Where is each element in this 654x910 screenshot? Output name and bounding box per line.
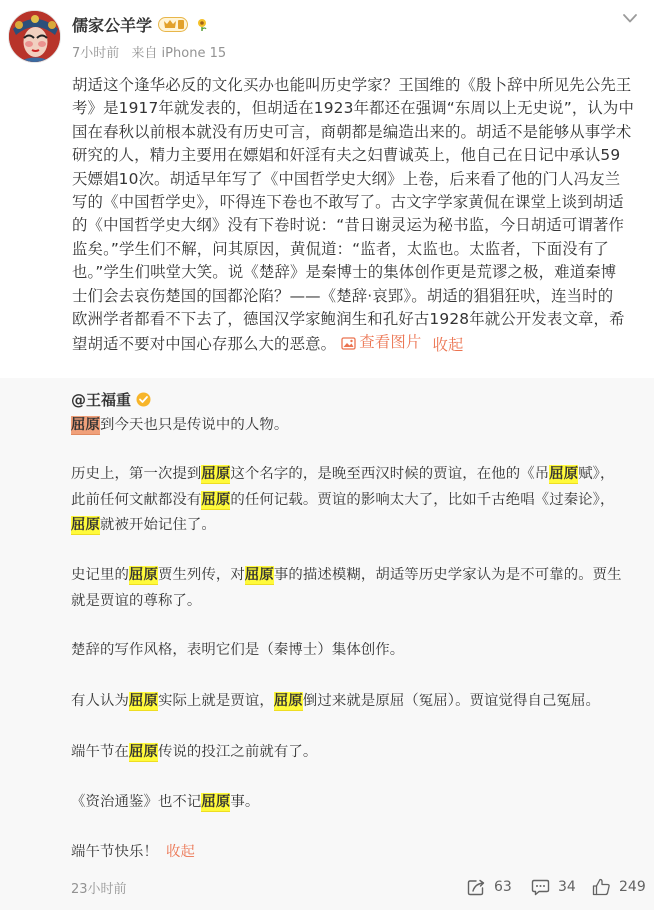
post-line: 国在春秋以前根本就没有历史可言，商朝都是编造出来的。胡适不是能够从事学术 [72, 122, 632, 141]
repost-paragraph [71, 563, 639, 614]
keyword-highlight: 屈原 [201, 491, 231, 508]
avatar-image [9, 11, 61, 63]
post-source: 来自 iPhone 15 [131, 46, 227, 61]
repost-count: 63 [494, 879, 512, 895]
repost-author-name[interactable]: @王福重 [71, 390, 132, 409]
repost-text: 《资治通鉴》也不记 [71, 794, 202, 810]
keyword-highlight: 屈原 [71, 517, 100, 534]
like-count: 249 [619, 879, 646, 895]
post-line: 士们会去哀伤楚国的国都沦陷？——《楚辞·哀郢》。胡适的猖猖狂吠，连当时的 [72, 286, 614, 305]
post-line: 写的《中国哲学史》，吓得连下卷也不敢写了。古文字学家黄侃在课堂上谈到胡适 [72, 193, 624, 212]
comment-count: 34 [558, 879, 576, 895]
view-picture-label: 查看图片 [359, 333, 422, 352]
repost-text: 楚辞的写作风格，表明它们是（秦博士）集体创作。 [71, 642, 405, 658]
post-line: 天嫖娼10次。胡适早年写了《中国哲学史大纲》上卷，后来看了他的门人冯友兰 [72, 169, 621, 188]
repost-text: 端午节快乐！ [71, 844, 158, 860]
repost-collapse-button[interactable]: 收起 [165, 844, 195, 860]
repost-paragraph [71, 740, 639, 766]
picture-icon [341, 337, 356, 350]
verified-badge-icon [136, 392, 151, 407]
post-line: 研究的人，精力主要用在嫖娼和奸淫有夫之妇曹诚英上，他自己在日记中承认59 [72, 146, 621, 165]
repost-text: 有人认为 [71, 693, 129, 709]
repost-footer [0, 872, 654, 902]
keyword-highlight: 屈原 [244, 567, 274, 583]
avatar[interactable] [8, 10, 61, 63]
repost-text: 到今天也只是传说中的人物。 [99, 417, 289, 433]
keyword-highlight: 屈原 [128, 693, 158, 709]
post-line-last [72, 331, 638, 357]
repost-paragraph [71, 790, 639, 816]
author-name[interactable]: 儒家公羊学 [72, 15, 153, 35]
keyword-highlight: 屈原 [549, 466, 579, 482]
post-time[interactable]: 7小时前 [72, 46, 120, 61]
comment-icon [531, 879, 550, 896]
weibo-post [0, 0, 654, 378]
comment-button[interactable] [531, 879, 576, 896]
collapse-button[interactable]: 收起 [432, 335, 464, 354]
repost-text: 此前任何文献都没有 [71, 491, 202, 508]
repost-text: 就是贾谊的尊称了。 [71, 592, 202, 609]
repost-text: 的任何记载。贾谊的影响太大了，比如千古绝唱《过秦论》， [230, 491, 615, 508]
repost-paragraph [71, 462, 639, 539]
sunflower-badge-icon[interactable] [194, 16, 210, 32]
repost-paragraph [71, 413, 639, 439]
author-row [72, 13, 210, 35]
repost-icon [467, 879, 486, 896]
post-line: 欧洲学者都看不下去了，德国汉学家鲍润生和孔好古1928年就公开发表文章，希 [72, 310, 625, 329]
repost-time[interactable]: 23小时前 [71, 881, 127, 897]
thumbs-up-icon [592, 878, 611, 896]
post-text [72, 74, 638, 357]
keyword-highlight: 屈原 [128, 567, 158, 583]
view-picture-link[interactable] [341, 331, 421, 354]
repost-text: 史记里的 [71, 567, 129, 583]
post-line: 监矣。”学生们不解，问其原因，黄侃道：“监者，太监也。太监者，下面没有了 [72, 239, 609, 258]
post-meta [72, 42, 226, 61]
repost-text: 赋》， [578, 466, 615, 482]
post-line: 胡适这个逢华必反的文化买办也能叫历史学家？王国维的《殷卜辞中所见先公先王 [72, 76, 632, 94]
keyword-highlight: 屈原 [128, 744, 158, 760]
repost-text: 实际上就是贾谊， [157, 693, 274, 709]
repost-text: 事的描述模糊，胡适等历史学家认为是不可靠的。贾生 [273, 567, 622, 583]
keyword-highlight: 屈原 [201, 794, 231, 810]
repost-paragraph [71, 638, 639, 664]
post-line: 也。”学生们哄堂大笑。说《楚辞》是秦博士的集体创作更是荒谬之极，难道秦博 [72, 263, 617, 282]
reposted-weibo [0, 378, 654, 910]
repost-text: 倒过来就是原屈（冤屈）。贾谊觉得自己冤屈。 [302, 693, 600, 709]
keyword-highlight: 屈原 [273, 693, 303, 709]
keyword-highlight: 屈原 [71, 417, 100, 433]
keyword-highlight: 屈原 [201, 466, 231, 482]
vip-level-badge-icon[interactable] [158, 17, 188, 32]
post-line: 考》是1917年就发表的，但胡适在1923年都还在强调“东周以上无史说”，认为中 [72, 99, 635, 118]
post-line: 的《中国哲学史大纲》没有下卷时说：“昔日谢灵运为秘书监，今日胡适可谓著作 [72, 216, 625, 235]
repost-text: 事。 [230, 794, 260, 810]
repost-text: 就被开始记住了。 [99, 517, 216, 534]
repost-button[interactable] [467, 879, 512, 896]
repost-text: 历史上，第一次提到 [71, 466, 202, 482]
repost-text: 贾生列传，对 [157, 567, 245, 583]
repost-text: 端午节在 [71, 744, 129, 760]
chevron-down-icon[interactable] [621, 12, 639, 26]
repost-author-row [71, 389, 151, 409]
repost-text: 传说的投江之前就有了。 [157, 744, 318, 760]
like-button[interactable] [592, 878, 646, 896]
repost-paragraph [71, 840, 639, 866]
post-line: 望胡适不要对中国心存那么大的恶意。 [72, 335, 337, 354]
repost-text: 这个名字的，是晚至西汉时候的贾谊，在他的《吊 [230, 466, 550, 482]
repost-paragraph [71, 689, 639, 715]
